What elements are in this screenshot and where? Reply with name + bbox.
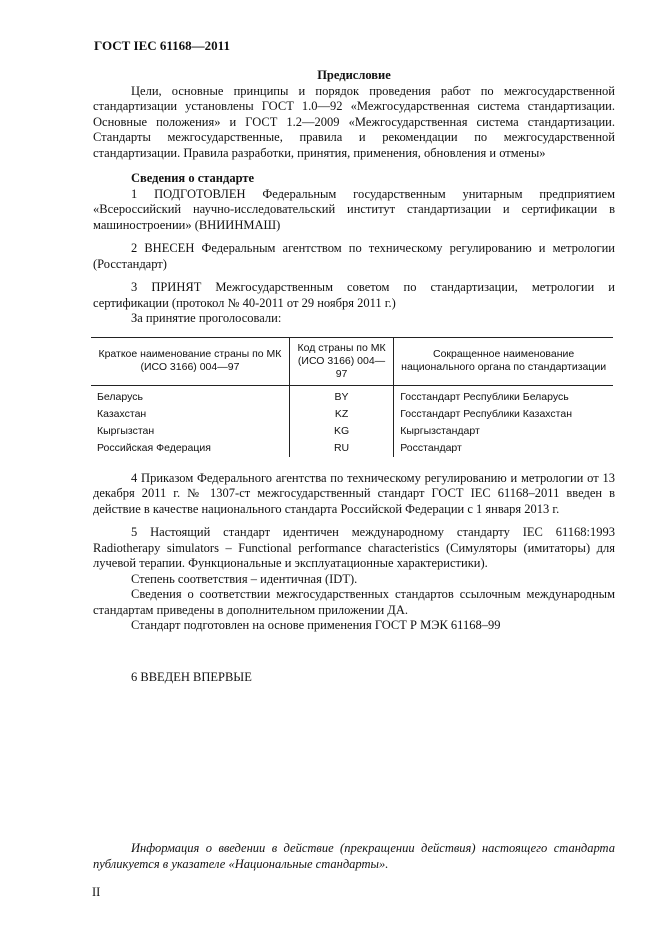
table-row [91, 406, 613, 423]
item-introduced: 6 ВВЕДЕН ВПЕРВЫЕ [131, 669, 252, 684]
country-cell: Беларусь [97, 390, 143, 403]
column-header-code: Код страны по МК (ИСО 3166) 004—97 [289, 337, 393, 385]
document-header: ГОСТ IEC 61168—2011 [94, 38, 230, 53]
publication-info [93, 840, 615, 872]
standard-info-heading: Сведения о стандарте [131, 171, 255, 185]
code-cell: BY [289, 385, 393, 406]
country-cell: Казахстан [97, 407, 147, 420]
foreword-section [93, 64, 615, 685]
foreword-intro: Цели, основные принципы и порядок проведения работ по межгосударственной стандартизации установлены ГОСТ 1.0—92 «Межгосударственная система стандартизации. Основные положения» и ГОСТ 1.2—2009 «Межгосударственная система стандартизации. Стандарты межгосударственные, правила и рекомендации по межгосударственной стандартизации. Правила разработки, принятия, применения, обновления и отмены» [93, 83, 615, 160]
table-row [91, 423, 613, 440]
item-prepared: 1 ПОДГОТОВЛЕН Федеральным государственным унитарным предприятием «Всероссийский научно-исследовательский институт стандартизации и сертификации в машиностроении» (ВНИИНМАШ) [93, 186, 615, 232]
item-identical: 5 Настоящий стандарт идентичен международному стандарту IEC 61168:1993 Radiotherapy simulators – Functional performance characteristics (Симуляторы (имитаторы) для лучевой терапии. Функциональные и эксплуатационные характеристики). [93, 525, 615, 570]
code-cell: RU [289, 440, 393, 457]
voted-label: За принятие проголосовали: [131, 311, 282, 325]
item-enacted: 4 Приказом Федерального агентства по техническому регулированию и метрологии от 13 декабря 2011 г. № 1307-ст межгосударственный стандарт ГОСТ IEC 61168–2011 введен в действие в качестве национального стандарта Российской Федерации с 1 января 2013 г. [93, 470, 615, 516]
basis-info: Стандарт подготовлен на основе применения ГОСТ Р МЭК 61168–99 [131, 618, 501, 632]
item-submitted: 2 ВНЕСЕН Федеральным агентством по техническому регулированию и метрологии (Росстандарт) [93, 241, 615, 271]
body-cell: Госстандарт Республики Беларусь [394, 385, 613, 406]
conformity-degree: Степень соответствия – идентичная (IDT). [131, 571, 358, 586]
table-row [91, 440, 613, 457]
column-header-country: Краткое наименование страны по МК (ИСО 3166) 004—97 [91, 337, 289, 385]
body-cell: Госстандарт Республики Казахстан [394, 406, 613, 423]
page-number: II [92, 885, 101, 899]
code-cell: KZ [289, 406, 393, 423]
item-adopted: 3 ПРИНЯТ Межгосударственным советом по стандартизации, метрологии и сертификации (протокол № 40-2011 от 29 ноября 2011 г.) [93, 280, 615, 310]
body-cell: Росстандарт [394, 440, 613, 457]
table-row [91, 385, 613, 406]
table-header-row [91, 337, 613, 385]
body-cell: Кыргызстандарт [394, 423, 613, 440]
country-cell: Российская Федерация [97, 441, 211, 454]
code-cell: KG [289, 423, 393, 440]
voting-countries-table [91, 337, 613, 457]
foreword-title: Предисловие [317, 68, 391, 82]
references-info: Сведения о соответствии межгосударственных стандартов ссылочным международным стандартам приведены в дополнительном приложении ДА. [93, 587, 615, 617]
column-header-body: Сокращенное наименование национального органа по стандартизации [394, 337, 613, 385]
publication-info-text: Информация о введении в действие (прекращении действия) настоящего стандарта публикуется в указателе «Национальные стандарты». [93, 841, 615, 871]
country-cell: Кыргызстан [97, 424, 155, 437]
